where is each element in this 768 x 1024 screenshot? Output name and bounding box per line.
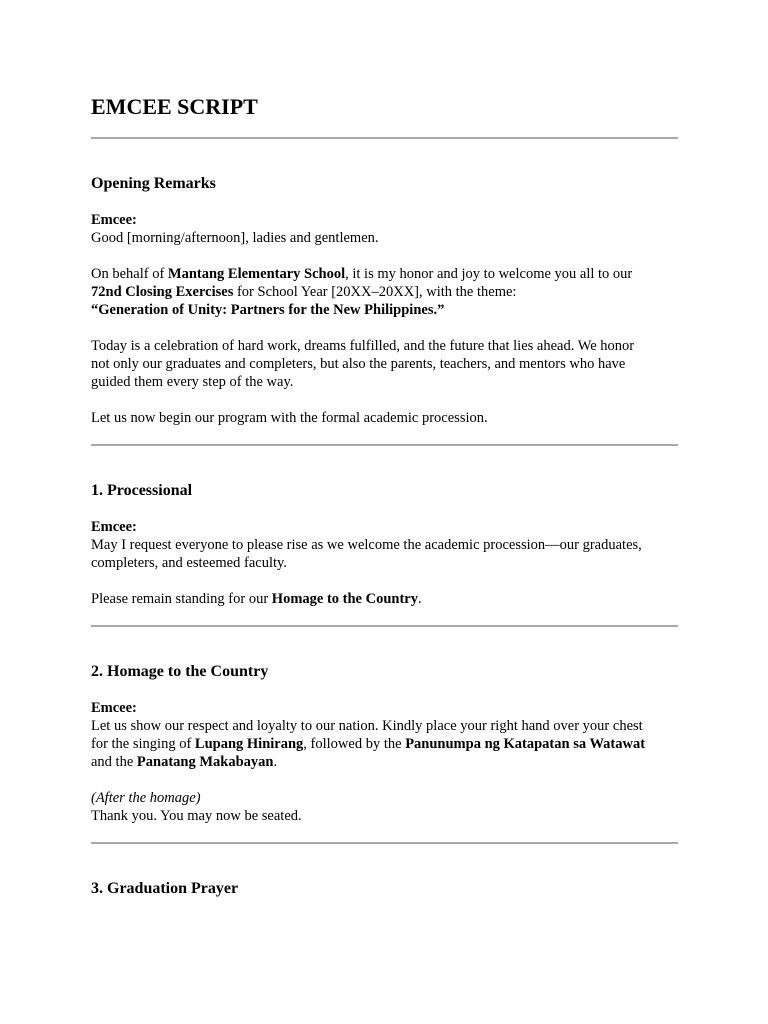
stage-direction: (After the homage) bbox=[91, 790, 201, 806]
opening-remarks-heading: Opening Remarks bbox=[91, 175, 216, 192]
paragraph-line: guided them every step of the way. bbox=[91, 374, 294, 390]
paragraph-line: May I request everyone to please rise as we welcome the academic procession—our graduates, bbox=[91, 537, 642, 553]
opening-begin-paragraph: Let us now begin our program with the formal academic procession. bbox=[91, 410, 488, 426]
event-theme: “Generation of Unity: Partners for the New Philippines.” bbox=[91, 302, 445, 318]
welcome-text: for School Year [20XX–20XX], with the theme: bbox=[233, 284, 517, 300]
speaker-label: Emcee: bbox=[91, 700, 137, 716]
paragraph-line: completers, and esteemed faculty. bbox=[91, 555, 287, 571]
homage-reference: Homage to the Country bbox=[271, 591, 418, 607]
section-divider bbox=[91, 137, 678, 139]
paragraph-text: . bbox=[418, 591, 422, 607]
processional-heading: 1. Processional bbox=[91, 482, 193, 499]
section-divider bbox=[91, 842, 678, 844]
paragraph-line: not only our graduates and completers, but also the parents, teachers, and mentors who have bbox=[91, 356, 626, 372]
paragraph-text: , followed by the bbox=[303, 736, 406, 752]
opening-emcee-block bbox=[91, 211, 681, 247]
paragraph-text: . bbox=[273, 754, 278, 770]
pledge-name: Panunumpa ng Katapatan sa Watawat bbox=[405, 736, 646, 752]
homage-emcee-block bbox=[91, 699, 681, 771]
homage-heading: 2. Homage to the Country bbox=[91, 663, 269, 680]
paragraph-line: Today is a celebration of hard work, dreams fulfilled, and the future that lies ahead. We honor bbox=[91, 338, 635, 354]
opening-celebration-paragraph bbox=[91, 337, 681, 391]
school-name: Mantang Elementary School bbox=[167, 266, 346, 282]
paragraph-line: Let us show our respect and loyalty to our nation. Kindly place your right hand over your chest bbox=[91, 718, 643, 734]
paragraph-text: Please remain standing for our bbox=[91, 591, 272, 607]
opening-welcome-paragraph bbox=[91, 265, 681, 319]
welcome-text: , it is my honor and joy to welcome you all to our bbox=[345, 266, 633, 282]
section-divider bbox=[91, 444, 678, 446]
anthem-name: Lupang Hinirang bbox=[194, 736, 304, 752]
document-title: EMCEE SCRIPT bbox=[91, 94, 258, 119]
paragraph-text: for the singing of bbox=[91, 736, 195, 752]
processional-standing-paragraph bbox=[91, 590, 681, 608]
speaker-label: Emcee: bbox=[91, 212, 137, 228]
speaker-label: Emcee: bbox=[91, 519, 137, 535]
processional-emcee-block bbox=[91, 518, 681, 572]
event-name: 72nd Closing Exercises bbox=[91, 284, 234, 300]
paragraph-line: Thank you. You may now be seated. bbox=[91, 808, 302, 824]
patriotic-oath-name: Panatang Makabayan bbox=[136, 754, 274, 770]
welcome-text: On behalf of bbox=[91, 266, 168, 282]
section-divider bbox=[91, 625, 678, 627]
opening-greeting: Good [morning/afternoon], ladies and gentlemen. bbox=[91, 230, 379, 246]
homage-after-block bbox=[91, 789, 681, 825]
graduation-prayer-heading: 3. Graduation Prayer bbox=[91, 880, 239, 897]
paragraph-text: and the bbox=[91, 754, 137, 770]
